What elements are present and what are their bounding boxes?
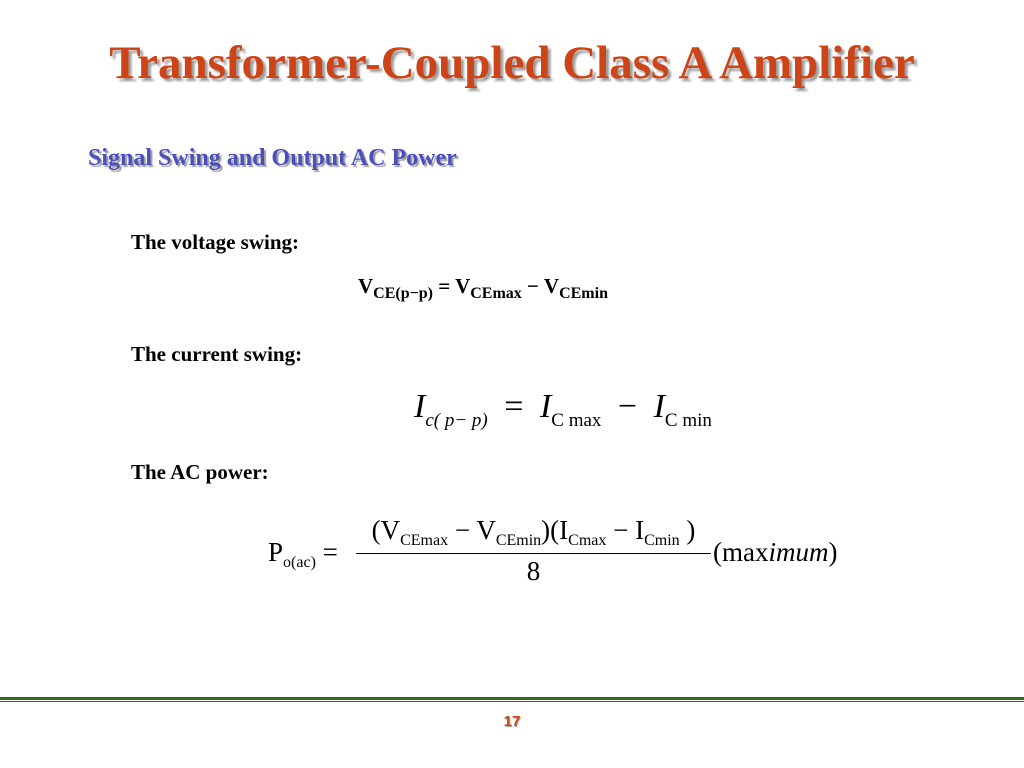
eq-var: I <box>414 388 426 425</box>
eq-text: ) <box>828 537 838 567</box>
eq-var: I <box>539 388 552 425</box>
eq-subscript: Cmax <box>568 532 607 549</box>
eq-minus: − <box>617 388 638 425</box>
eq-subscript: CEmax <box>470 285 522 302</box>
voltage-swing-label: The voltage swing: <box>131 230 299 254</box>
eq-equals: = <box>504 388 524 425</box>
eq-var: V <box>358 274 374 298</box>
fraction-bar <box>356 553 711 554</box>
eq-text: ) <box>679 515 696 545</box>
eq-text: − V <box>448 515 496 545</box>
eq-subscript: C min <box>664 410 712 431</box>
eq-subscript: CE(p−p) <box>373 285 433 302</box>
eq-subscript: CEmin <box>495 532 542 549</box>
eq-equals: = <box>438 274 451 298</box>
slide-title: Transformer-Coupled Class A Amplifier <box>109 37 915 89</box>
ac-power-label: The AC power: <box>131 460 269 484</box>
eq-var: V <box>455 274 471 298</box>
eq-subscript: CEmin <box>559 285 608 302</box>
eq-text: (max <box>713 537 769 567</box>
eq-rhs <box>713 537 837 568</box>
footer-divider-thin <box>0 701 1024 702</box>
voltage-swing-equation <box>358 274 608 303</box>
page-number: 17 <box>503 713 521 730</box>
eq-subscript: C max <box>551 410 602 431</box>
eq-numerator <box>356 515 711 550</box>
eq-subscript: Cmin <box>644 532 680 549</box>
current-swing-equation <box>414 388 712 432</box>
eq-fraction <box>356 515 711 587</box>
eq-text: imum <box>768 537 829 567</box>
current-swing-label: The current swing: <box>131 342 303 366</box>
eq-equals: = <box>322 537 338 567</box>
eq-var: V <box>543 274 560 298</box>
footer-divider <box>0 697 1024 700</box>
eq-subscript: c( p− p) <box>425 410 488 431</box>
eq-var: P <box>268 537 284 567</box>
eq-text: (V <box>371 515 401 545</box>
eq-subscript: o(ac) <box>283 554 316 571</box>
eq-var: I <box>653 388 665 425</box>
eq-text: − I <box>606 515 645 545</box>
eq-subscript: CEmax <box>400 532 449 549</box>
eq-denominator: 8 <box>526 556 541 586</box>
eq-text: )(I <box>541 515 569 545</box>
eq-minus: − <box>527 274 540 298</box>
slide-subtitle: Signal Swing and Output AC Power <box>88 145 457 171</box>
eq-lhs <box>268 537 338 572</box>
